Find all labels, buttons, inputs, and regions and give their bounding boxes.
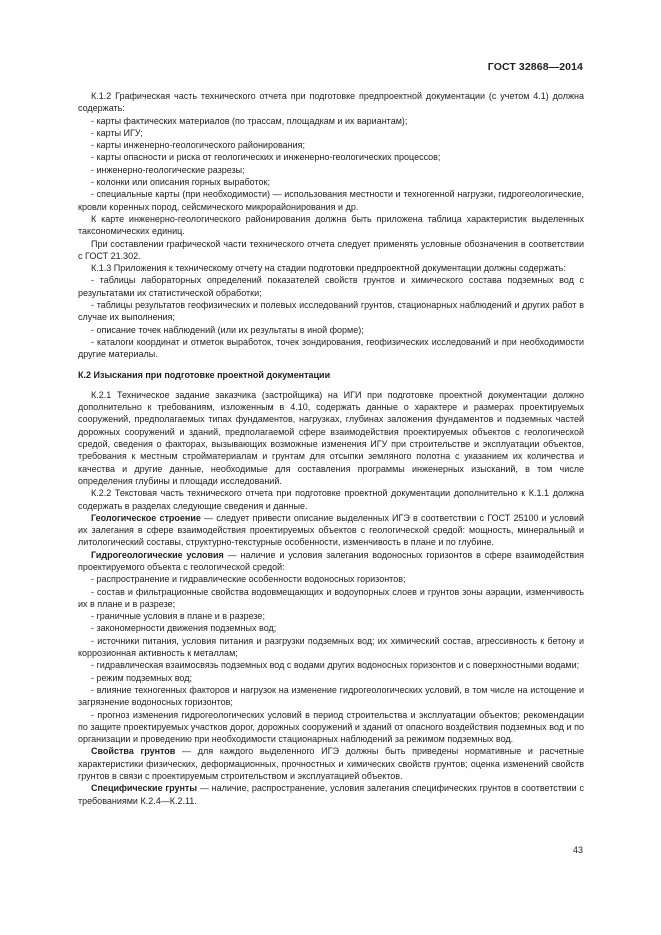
list-item: - инженерно-геологические разрезы; xyxy=(91,164,245,175)
document-code: ГОСТ 32868—2014 xyxy=(487,61,583,73)
term-label: Геологическое строение xyxy=(91,512,201,523)
list-item: - распространение и гидравлические особенности водоносных горизонтов; xyxy=(91,574,406,585)
paragraph: К.2.2 Текстовая часть технического отчета при подготовке проектной документации дополнительно к К.1.1 должна содержать в разделах следующие сведения и данные. xyxy=(78,488,584,511)
list-item: - специальные карты (при необходимости) — использования местности и техногенной нагрузки, гидрогеологические, кровли коренных пород, сейсмического микрорайонирования и др. xyxy=(78,189,584,212)
term-paragraph xyxy=(78,782,584,807)
list-item: - карты опасности и риска от геологических и инженерно-геологических процессов; xyxy=(91,152,441,163)
list-item: - карты ИГУ; xyxy=(91,127,143,138)
list-item: - карты фактических материалов (по трассам, площадкам и их вариантам); xyxy=(91,115,408,126)
list-item: - карты инженерно-геологического районирования; xyxy=(91,140,306,151)
list-item: - состав и фильтрационные свойства водовмещающих и водоупорных слоев и грунтов зоны аэрации, изменчивость их в плане и в разрезе; xyxy=(78,586,584,609)
list-item: - гидравлическая взаимосвязь подземных вод с водами других водоносных горизонтов и с поверхностными водами; xyxy=(91,660,580,671)
list-item: - таблицы лабораторных определений показателей свойств грунтов и химического состава подземных вод с результатами их статистической обработки; xyxy=(78,275,584,298)
term-paragraph xyxy=(78,745,584,782)
term-label: Специфические грунты xyxy=(91,783,198,794)
list-item: - граничные условия в плане и в разрезе; xyxy=(91,611,265,622)
term-text: — наличие, распространение, условия залегания специфических грунтов в соответствии с требованиями К.2.4—К.2.11. xyxy=(78,783,584,806)
list-item: - прогноз изменения гидрогеологических условий в период строительства и эксплуатации объектов; рекомендации по защите проектируемых участков дорог, дорожных сооружений и зданий от опасного воздействия подземных вод и по организации и проведению при необходимости стационарных наблюдений за режимом подземных вод. xyxy=(78,709,584,745)
paragraph: К.1.3 Приложения к техническому отчету на стадии подготовки предпроектной документации должны содержать: xyxy=(91,263,566,274)
list-item: - режим подземных вод; xyxy=(91,672,192,683)
list-item: - описание точек наблюдений (или их результаты в иной форме); xyxy=(91,324,364,335)
term-text: — наличие и условия залегания водоносных горизонтов в сфере взаимодействия проектируемого объекта с геологической средой: xyxy=(78,549,585,572)
list-item: - закономерности движения подземных вод; xyxy=(91,623,277,634)
term-paragraph xyxy=(78,549,584,574)
document-body xyxy=(78,90,584,807)
list-item: - влияние техногенных факторов и нагрузок на изменение гидрогеологических условий, в том числе на истощение и загрязнение водоносных горизонтов; xyxy=(78,684,584,708)
list-item: - каталоги координат и отметок выработок, точек зондирования, геофизических исследований и при необходимости другие материалы. xyxy=(78,336,584,360)
term-text: — для каждого выделенного ИГЭ должны быть приведены нормативные и расчетные характеристики физических, деформационных, прочностных и химических свойств грунтов; оценка изменений свойств грунтов в связи с проектируемым строительством и эксплуатацией объектов. xyxy=(78,746,584,782)
list-item: - колонки или описания горных выработок; xyxy=(91,177,270,188)
paragraph: К.2.1 Техническое задание заказчика (застройщика) на ИГИ при подготовке проектной документации должно дополнительно к требованиям, изложенным в 4.10, содержать данные о характере и размерах проектируемых сооружений, предполагаемых типах фундаментов, нагрузках, глубинах заложения фундаментов и подземных частей дорожных сооружений и зданий, предполагаемой сфере взаимодействия проектируемых объектов с геологической средой, сведения о факторах, вызывающих возможные изменения ИГУ при строительстве и эксплуатации объектов, требования к местным стройматериалам и грунтам для отсыпки земляного полотна с указанием их количества и качества и другие данные, необходимые для составления программы инженерных изысканий, в том числе определения глубины и площади исследований. xyxy=(78,389,584,486)
paragraph: К карте инженерно-геологического районирования должна быть приложена таблица характеристик выделенных таксономических единиц. xyxy=(78,213,584,237)
term-text: — следует привести описание выделенных ИГЭ в соответствии с ГОСТ 25100 и условий их залегания в сфере взаимодействия проектируемых объектов с геологической средой: мощность, минеральный и литологический составы, структурно-текстурные особенности, изменчивость в плане и по глубине. xyxy=(78,512,584,548)
term-label: Гидрогеологические условия xyxy=(91,549,224,560)
list-item: - источники питания, условия питания и разгрузки подземных вод; их химический состав, агрессивность к бетону и коррозионная активность к металлам; xyxy=(78,635,584,659)
term-label: Свойства грунтов xyxy=(91,746,176,757)
section-heading: К.2 Изыскания при подготовке проектной документации xyxy=(78,369,331,380)
paragraph: К.1.2 Графическая часть технического отчета при подготовке предпроектной документации (с учетом 4.1) должна содержать: xyxy=(78,91,584,114)
paragraph: При составлении графической части технического отчета следует применять условные обозначения в соответствии с ГОСТ 21.302. xyxy=(78,238,584,261)
page-number: 43 xyxy=(572,845,583,855)
list-item: - таблицы результатов геофизических и полевых исследований грунтов, стационарных наблюдений и других работ в случае их выполнения; xyxy=(78,300,584,323)
term-paragraph xyxy=(78,512,584,549)
